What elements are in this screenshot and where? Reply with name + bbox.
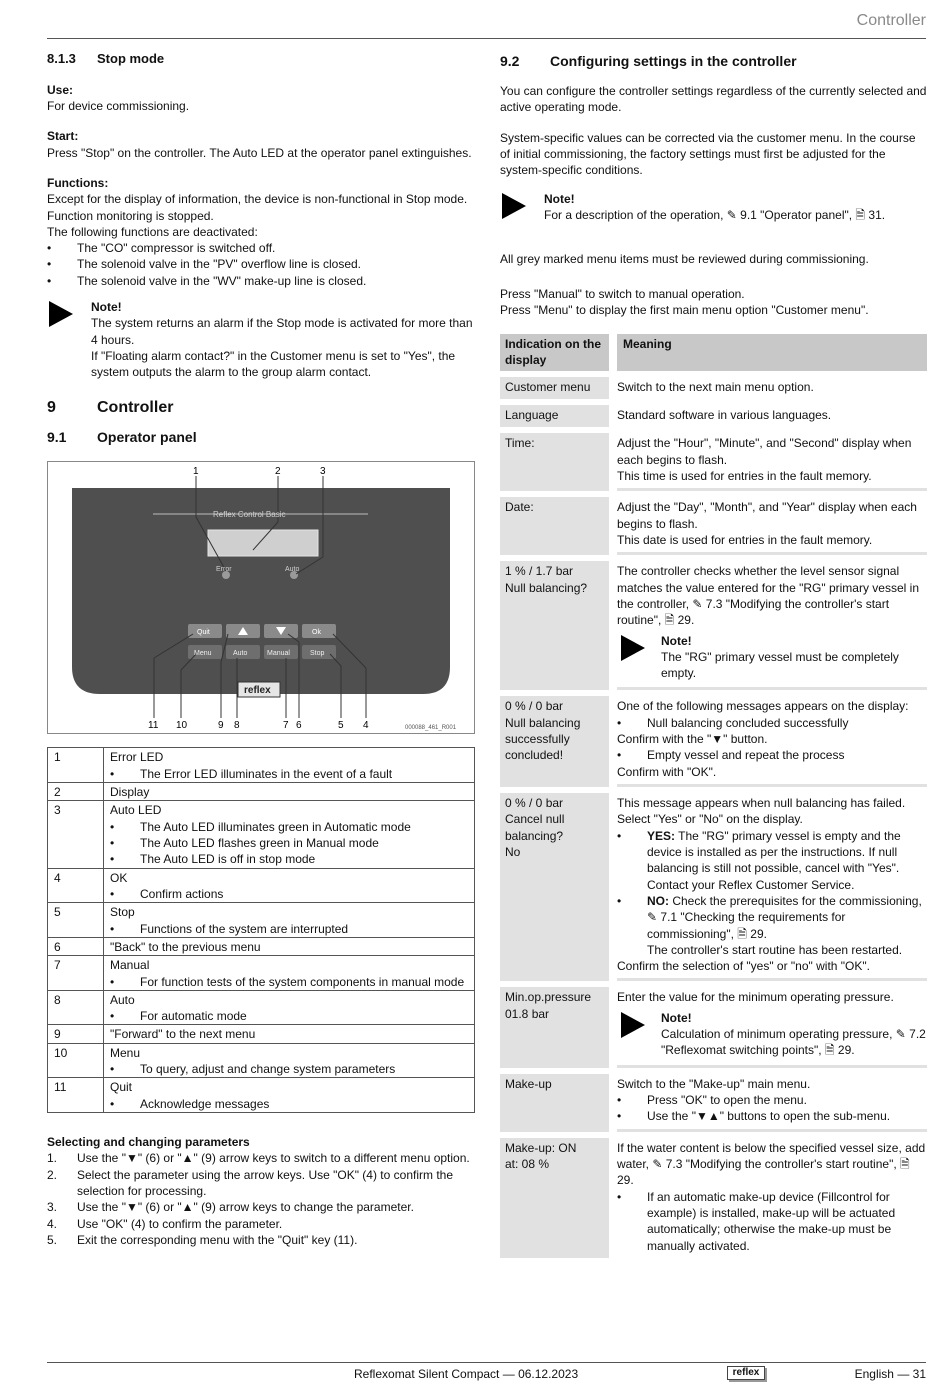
functions-text-1: Except for the display of information, the device is non-functional in Stop mode.: [47, 192, 468, 207]
table-row: [48, 956, 475, 991]
footer-divider: [47, 1362, 926, 1363]
legend-description: OK • Confirm actions: [104, 868, 475, 903]
auto-led-label: Auto: [285, 566, 300, 574]
legend-number: 11: [48, 1078, 104, 1113]
callout-number: 8: [234, 720, 240, 732]
note-arrow-icon: [621, 1012, 645, 1038]
footer-document-title: Reflexomat Silent Compact — 06.12.2023: [354, 1367, 579, 1381]
list-item: • The Error LED illuminates in the event of a fault: [110, 766, 468, 782]
footer-reflex-logo: reflex: [727, 1366, 765, 1380]
legend-description: Auto LED • The Auto LED illuminates green in Automatic mode • The Auto LED flashes green in Manual mode • The Auto LED is off in stop mode: [104, 801, 475, 868]
legend-number: 3: [48, 801, 104, 868]
callout-number: 2: [275, 466, 281, 478]
table-row-indication: Make-up: ON at: 08 %: [500, 1138, 609, 1258]
legend-description: Manual • For function tests of the system components in manual mode: [104, 956, 475, 991]
table-row-meaning: The controller checks whether the level sensor signal matches the value entered for the "RG" primary vessel in the controller, ✎ 7.3 "Modifying the controller's start routine", 🗎 29. Note! The "RG" primary vessel must be completely empty.: [617, 561, 927, 690]
table-row-indication: Customer menu: [500, 377, 609, 399]
note-arrow-icon: [502, 193, 526, 219]
table-row-meaning: Adjust the "Hour", "Minute", and "Second" display when each begins to flash. This time is used for entries in the fault memory.: [617, 433, 927, 491]
display-window: [208, 530, 318, 556]
functions-text-2: Function monitoring is stopped.: [47, 208, 214, 223]
callout-number: 7: [283, 720, 289, 732]
table-row-meaning: Adjust the "Day", "Month", and "Year" display when each begins to flash. This date is used for entries in the fault memory.: [617, 497, 927, 555]
start-text: Press "Stop" on the controller. The Auto LED at the operator panel extinguishes.: [47, 145, 472, 160]
section-9-heading: 9 Controller: [47, 398, 174, 416]
note-text-1: The system returns an alarm if the Stop mode is activated for more than 4 hours.: [91, 316, 473, 347]
error-led-label: Error: [216, 566, 232, 574]
table-row-meaning: Switch to the "Make-up" main menu. • Press "OK" to open the menu. • Use the "▼▲" buttons to open the sub-menu.: [617, 1074, 927, 1132]
list-item: • The solenoid valve in the "WV" make-up line is closed.: [47, 273, 475, 289]
table-row-meaning: Enter the value for the minimum operating pressure. Note! Calculation of minimum operating pressure, ✎ 7.2 "Reflexomat switching points", 🗎 29.: [617, 987, 927, 1067]
callout-number: 6: [296, 720, 302, 732]
list-item: • The solenoid valve in the "PV" overflow line is closed.: [47, 256, 475, 272]
legend-number: 7: [48, 956, 104, 991]
table-row-meaning: Switch to the next main menu option.: [617, 379, 814, 394]
legend-description: "Back" to the previous menu: [104, 937, 475, 955]
grey-items-text: All grey marked menu items must be reviewed during commissioning.: [500, 252, 869, 267]
table-row-indication: 0 % / 0 bar Cancel null balancing? No: [500, 793, 609, 981]
panel-brand-label: Reflex Control Basic: [213, 510, 286, 520]
table-row-indication: Make-up: [500, 1074, 609, 1132]
table-row: [48, 748, 475, 783]
stop-key-label: Stop: [310, 650, 325, 658]
table-row: [48, 801, 475, 868]
list-item: • The Auto LED illuminates green in Automatic mode: [110, 819, 468, 835]
manual-key-label: Manual: [267, 650, 290, 658]
note-title: Note!: [544, 191, 575, 206]
selecting-params-steps: [47, 1150, 475, 1248]
legend-number: 4: [48, 868, 104, 903]
deactivated-list: [47, 240, 475, 289]
panel-logo-text: reflex: [244, 685, 271, 697]
config-note: [500, 191, 927, 224]
customer-menu-table: [500, 334, 927, 1258]
functions-heading: Functions:: [47, 175, 109, 190]
table-row: [48, 783, 475, 801]
note-arrow-icon: [49, 301, 73, 327]
list-item: • The "CO" compressor is switched off.: [47, 240, 475, 256]
table-row-meaning: One of the following messages appears on the display: • Null balancing concluded successfully Confirm with the "▼" button. • Empty vessel and repeat the process Confirm with "OK".: [617, 696, 927, 787]
config-intro-1: You can configure the controller settings regardless of the currently selected and active operating mode.: [500, 84, 927, 115]
use-heading: Use:: [47, 82, 74, 97]
quit-key-label: Quit: [197, 629, 210, 637]
table-row-indication: 1 % / 1.7 bar Null balancing?: [500, 561, 609, 690]
list-item: 3. Use the "▼" (6) or "▲" (9) arrow keys to change the parameter.: [47, 1200, 414, 1215]
table-row-indication: Min.op.pressure 01.8 bar: [500, 987, 609, 1067]
header-title: Controller: [856, 12, 926, 29]
table-row-meaning: If the water content is below the specified vessel size, add water, ✎ 7.3 "Modifying the controller's start routine", 🗎 29. • If an automatic make-up device (Fillcontrol for example) is installed, make-up will be actuated automatically; otherwise the make-up must be manually activated.: [617, 1138, 927, 1258]
header-divider: [47, 38, 926, 39]
legend-description: Error LED • The Error LED illuminates in the event of a fault: [104, 748, 475, 783]
list-item: • Confirm actions: [110, 886, 468, 902]
table-row: [48, 868, 475, 903]
list-item: • For function tests of the system components in manual mode: [110, 974, 468, 990]
operator-panel-figure: [47, 461, 475, 734]
note-title: Note!: [91, 300, 122, 315]
table-row: [48, 990, 475, 1025]
config-intro-2: System-specific values can be corrected via the customer menu. In the course of initial commissioning, the factory settings must first be adjusted for the system-specific conditions.: [500, 130, 916, 178]
list-item: 1. Use the "▼" (6) or "▲" (9) arrow keys to switch to a different menu option.: [47, 1151, 470, 1166]
list-item: 4. Use "OK" (4) to confirm the parameter.: [47, 1216, 283, 1231]
legend-description: Display: [104, 783, 475, 801]
legend-number: 1: [48, 748, 104, 783]
callout-number: 5: [338, 720, 344, 732]
list-item: • The Auto LED is off in stop mode: [110, 851, 468, 867]
callout-number: 3: [320, 466, 326, 478]
start-heading: Start:: [47, 129, 79, 144]
legend-number: 2: [48, 783, 104, 801]
selecting-params-heading: Selecting and changing parameters: [47, 1135, 250, 1150]
right-column: [500, 52, 927, 1258]
note-text: For a description of the operation, ✎ 9.1 "Operator panel", 🗎 31.: [544, 207, 886, 222]
table-row-indication: 0 % / 0 bar Null balancing successfully concluded!: [500, 696, 609, 787]
table-row-indication: Language: [500, 405, 609, 427]
table-row-indication: Date:: [500, 497, 609, 555]
table-row: [48, 1025, 475, 1043]
table-row: [48, 1078, 475, 1113]
menu-text: Press "Menu" to display the first main menu option "Customer menu".: [500, 302, 869, 317]
list-item: • For automatic mode: [110, 1008, 468, 1024]
list-item: • The Auto LED flashes green in Manual mode: [110, 835, 468, 851]
manual-text: Press "Manual" to switch to manual operation.: [500, 286, 745, 301]
callout-number: 11: [148, 720, 159, 732]
legend-number: 6: [48, 937, 104, 955]
stop-mode-note: [47, 299, 475, 381]
ok-key-label: Ok: [312, 629, 321, 637]
legend-description: Menu • To query, adjust and change system parameters: [104, 1043, 475, 1078]
section-9-1-heading: 9.1 Operator panel: [47, 429, 197, 446]
null-balancing-note: Note! The "RG" primary vessel must be completely empty.: [617, 633, 927, 682]
note-arrow-icon: [621, 635, 645, 661]
callout-number: 1: [193, 466, 199, 478]
table-row-meaning: This message appears when null balancing has failed. Select "Yes" or "No" on the display. • YES: The "RG" primary vessel is empty and the device is installed as per the instructions. If null balancing is still not possible, cancel with "Yes". Contact your Reflex Customer Service. • NO: Check the prerequisites for the commissioning, ✎ 7.1 "Checking the requirements for commissioning", 🗎 29. The controller's start routine has been restarted. Confirm the selection of "yes" or "no" with "OK".: [617, 793, 927, 981]
section-9-2-heading: 9.2 Configuring settings in the controller: [500, 53, 797, 69]
section-8-1-3-heading: 8.1.3 Stop mode: [47, 51, 165, 66]
functions-text-3: The following functions are deactivated:: [47, 224, 258, 239]
legend-number: 9: [48, 1025, 104, 1043]
legend-description: Auto • For automatic mode: [104, 990, 475, 1025]
min-pressure-note: Note! Calculation of minimum operating pressure, ✎ 7.2 "Reflexomat switching points", 🗎 29.: [617, 1010, 927, 1059]
legend-description: Quit • Acknowledge messages: [104, 1078, 475, 1113]
footer-page-number: English — 31: [854, 1367, 926, 1381]
auto-key-label: Auto: [233, 650, 248, 658]
list-item: • Acknowledge messages: [110, 1096, 468, 1112]
table-row-indication: Time:: [500, 433, 609, 491]
table-header-indication: Indication on the display: [500, 334, 609, 371]
operator-panel-legend-table: [47, 747, 475, 1113]
legend-description: "Forward" to the next menu: [104, 1025, 475, 1043]
callout-number: 4: [363, 720, 369, 732]
table-header-meaning: Meaning: [617, 334, 927, 371]
menu-key-label: Menu: [194, 650, 212, 658]
legend-number: 10: [48, 1043, 104, 1078]
list-item: • Functions of the system are interrupted: [110, 921, 468, 937]
table-row: [48, 903, 475, 938]
operator-panel-drawing: [48, 462, 474, 733]
table-row: [48, 1043, 475, 1078]
legend-number: 5: [48, 903, 104, 938]
legend-number: 8: [48, 990, 104, 1025]
list-item: • To query, adjust and change system parameters: [110, 1061, 468, 1077]
figure-id: 000088_461_R001: [405, 725, 457, 732]
left-column: [47, 50, 475, 1248]
list-item: 5. Exit the corresponding menu with the "Quit" key (11).: [47, 1232, 358, 1247]
callout-number: 10: [176, 720, 188, 732]
list-item: 2. Select the parameter using the arrow keys. Use "OK" (4) to confirm the selection for processing.: [47, 1167, 454, 1198]
use-text: For device commissioning.: [47, 98, 190, 113]
table-row: [48, 937, 475, 955]
table-row-meaning: Standard software in various languages.: [617, 408, 832, 423]
callout-number: 9: [218, 720, 224, 732]
legend-description: Stop • Functions of the system are interrupted: [104, 903, 475, 938]
note-text-2: If "Floating alarm contact?" in the Customer menu is set to "Yes", the system outputs the alarm to the group alarm contact.: [91, 349, 456, 380]
